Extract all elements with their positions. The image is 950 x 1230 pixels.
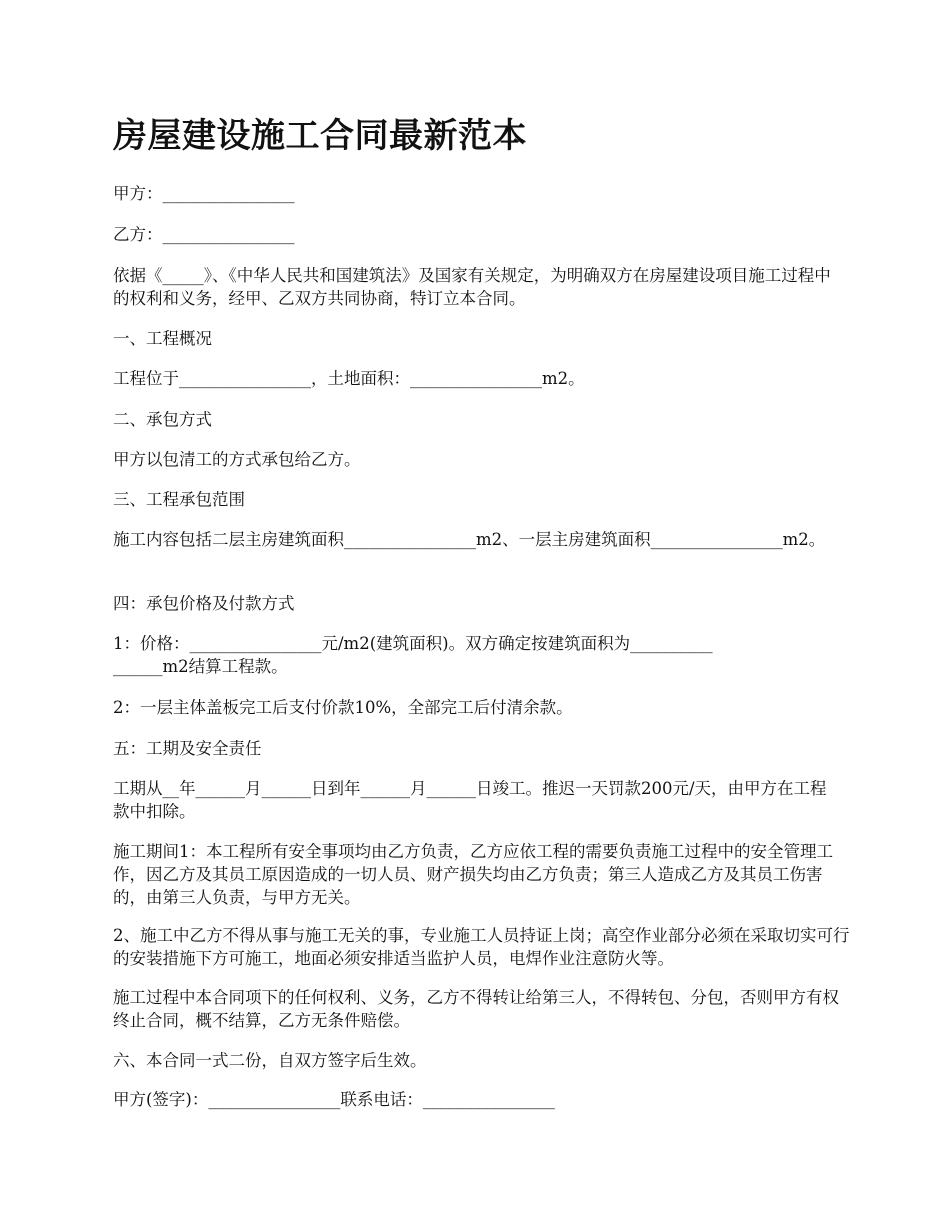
price-paragraph: 1：价格：________________元/m2(建筑面积)。双方确定按建筑面积为________________m2结算工程款。 [113,634,713,676]
schedule-paragraph: 工期从__年______月______日到年______月______日竣工。推迟一天罚款200元/天，由甲方在工程款中扣除。 [113,779,827,821]
contract-method-line: 甲方以包清工的方式承包给乙方。 [113,450,361,469]
payment-paragraph: 2：一层主体盖板完工后支付价款10%，全部完工后付清余款。 [113,698,573,717]
party-a-line: 甲方：________________ [113,184,295,203]
section-heading-1: 一、工程概况 [113,329,212,348]
preamble-paragraph: 依据《_____》、《中华人民共和国建筑法》及国家有关规定，为明确双方在房屋建设项目施工过程中的权利和义务，经甲、乙双方共同协商，特订立本合同。 [113,266,831,308]
party-b-line: 乙方：________________ [113,225,295,244]
signature-line: 甲方(签字)：________________联系电话：________________ [113,1090,555,1109]
safety-paragraph-1: 施工期间1：本工程所有安全事项均由乙方负责，乙方应依工程的需要负责施工过程中的安全管理工作，因乙方及其员工原因造成的一切人员、财产损失均由乙方负责；第三人造成乙方及其员工伤害的，由第三人负责，与甲方无关。 [113,842,833,907]
section-heading-4: 四：承包价格及付款方式 [113,594,295,613]
transfer-paragraph: 施工过程中本合同项下的任何权利、义务，乙方不得转让给第三人，不得转包、分包，否则甲方有权终止合同，概不结算，乙方无条件赔偿。 [113,988,839,1030]
document-title: 房屋建设施工合同最新范本 [113,116,527,156]
section-heading-6: 六、本合同一式二份，自双方签字后生效。 [113,1051,427,1070]
project-location-line: 工程位于________________，土地面积：________________m2。 [113,369,585,388]
scope-paragraph: 施工内容包括二层主房建筑面积________________m2、一层主房建筑面积________________m2。 [113,530,826,549]
safety-paragraph-2: 2、施工中乙方不得从事与施工无关的事，专业施工人员持证上岗；高空作业部分必须在采取切实可行的安装措施下方可施工，地面必须安排适当监护人员，电焊作业注意防火等。 [113,926,850,968]
section-heading-2: 二、承包方式 [113,410,212,429]
section-heading-5: 五：工期及安全责任 [113,739,262,758]
section-heading-3: 三、工程承包范围 [113,490,245,509]
